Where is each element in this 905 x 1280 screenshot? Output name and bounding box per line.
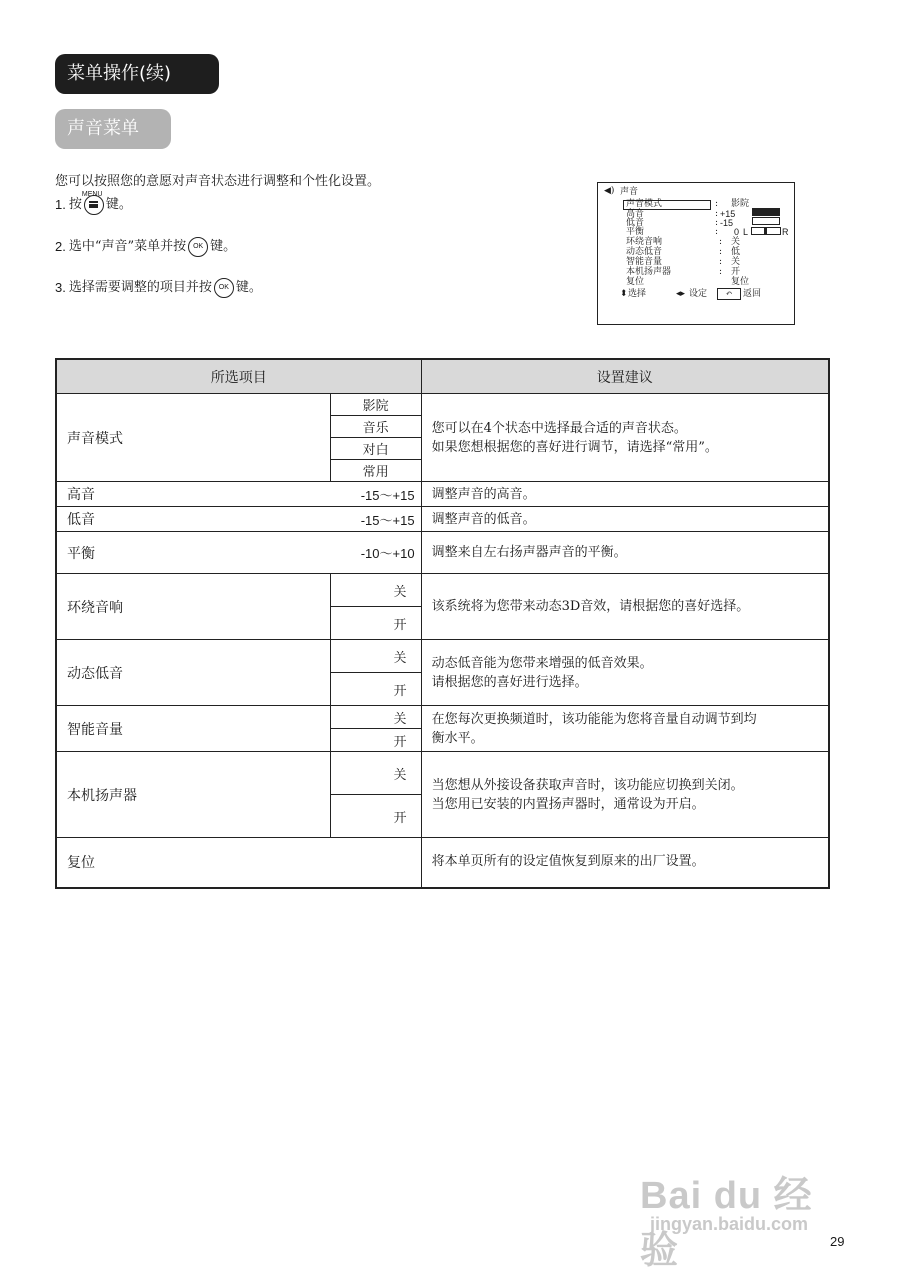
page-title: 菜单操作(续) [55, 54, 219, 94]
item-bass: 低音 [56, 507, 330, 532]
suggestion-smart-volume [421, 706, 829, 752]
option-standard: 常用 [330, 460, 421, 482]
range-treble: -15～+15 [330, 482, 421, 507]
range-bass: -15～+15 [330, 507, 421, 532]
suggestion-treble: 调整声音的高音。 [421, 482, 829, 507]
osd-label: 智能音量 [626, 257, 663, 267]
osd-sep: : [719, 257, 723, 267]
osd-label: 声音模式 [626, 199, 663, 209]
option-music: 音乐 [330, 416, 421, 438]
header-item: 所选项目 [56, 359, 421, 394]
option-on: 开 [330, 673, 421, 706]
page-number: 29 [830, 1234, 845, 1249]
left-right-arrow-icon: ◂▸ [676, 289, 686, 299]
osd-sep: : [715, 199, 719, 209]
osd-value: 0 [734, 227, 740, 237]
osd-footer-back: 返回 [743, 289, 762, 299]
suggestion-surround: 该系统将为您带来动态3D音效，请根据您的喜好选择。 [421, 574, 829, 640]
item-surround: 环绕音响 [56, 574, 330, 640]
option-dialogue: 对白 [330, 438, 421, 460]
osd-footer-set: 设定 [689, 289, 708, 299]
osd-label: 高音 [626, 209, 645, 219]
option-on: 开 [330, 607, 421, 640]
speaker-icon: ◀) [604, 186, 615, 196]
item-reset: 复位 [56, 838, 421, 888]
step-text: 键。 [235, 280, 262, 295]
step-text: 选择需要调整的项目并按 [68, 280, 212, 295]
suggestion-line: 衡水平。 [431, 730, 484, 746]
osd-label: 本机扬声器 [626, 267, 672, 277]
osd-label: 环绕音响 [626, 237, 663, 247]
osd-value: -15 [720, 218, 734, 228]
step-text: 键。 [210, 239, 237, 254]
item-tv-speaker: 本机扬声器 [56, 752, 330, 838]
osd-bass-bar [752, 217, 780, 225]
suggestion-bass: 调整声音的低音。 [421, 507, 829, 532]
step-number: 2. [55, 239, 66, 254]
step-text: 键。 [105, 197, 132, 212]
osd-balance-bar [751, 227, 781, 235]
option-cinema: 影院 [330, 394, 421, 416]
suggestion-dynamic-bass [421, 640, 829, 706]
return-icon: ↶ [717, 288, 741, 300]
header-suggestion: 设置建议 [421, 359, 829, 394]
step-1 [55, 191, 132, 216]
option-on: 开 [330, 795, 421, 838]
watermark-brand: Bai du 经验 [640, 1175, 813, 1272]
osd-value: 关 [731, 237, 741, 247]
menu-button-icon [81, 191, 104, 215]
step-3 [55, 277, 262, 299]
ok-button-icon: OK [214, 278, 234, 298]
suggestion-line: 动态低音能为您带来增强的低音效果。 [431, 655, 653, 671]
suggestion-line: 在您每次更换频道时，该功能能为您将音量自动调节到均 [431, 711, 757, 727]
option-off: 关 [330, 706, 421, 729]
osd-footer-select: 选择 [628, 289, 647, 299]
osd-label: 复位 [626, 277, 645, 287]
suggestion-line: 当您用已安装的内置扬声器时，通常设为开启。 [431, 796, 705, 812]
osd-value: 低 [731, 247, 741, 257]
osd-treble-bar [752, 208, 780, 216]
intro-text: 您可以按照您的意愿对声音状态进行调整和个性化设置。 [55, 174, 381, 189]
osd-sep: : [719, 267, 723, 277]
suggestion-sound-mode [421, 394, 829, 482]
option-off: 关 [330, 752, 421, 795]
osd-balance-right: R [782, 227, 789, 237]
option-off: 关 [330, 640, 421, 673]
option-off: 关 [330, 574, 421, 607]
item-balance: 平衡 [56, 532, 330, 574]
menu-caption: MENU [81, 191, 103, 198]
up-down-arrow-icon: ⬍ [620, 289, 628, 299]
suggestion-line: 如果您想根据您的喜好进行调节，请选择“常用”。 [431, 439, 718, 455]
watermark-url: jingyan.baidu.com [650, 1214, 809, 1234]
osd-label: 动态低音 [626, 247, 663, 257]
item-sound-mode: 声音模式 [56, 394, 330, 482]
osd-label: 平衡 [626, 227, 645, 237]
step-number: 1. [55, 197, 66, 212]
suggestion-balance: 调整来自左右扬声器声音的平衡。 [421, 532, 829, 574]
suggestion-line: 当您想从外接设备获取声音时，该功能应切换到关闭。 [431, 777, 744, 793]
osd-value: 影院 [731, 199, 750, 209]
item-treble: 高音 [56, 482, 330, 507]
osd-label: 低音 [626, 218, 645, 228]
item-dynamic-bass: 动态低音 [56, 640, 330, 706]
range-balance: -10～+10 [330, 532, 421, 574]
option-on: 开 [330, 729, 421, 752]
osd-value: 复位 [731, 277, 750, 287]
step-number: 3. [55, 280, 66, 295]
osd-sep: : [715, 209, 719, 219]
osd-value: +15 [720, 209, 736, 219]
osd-sep: : [715, 218, 719, 228]
step-2 [55, 236, 236, 258]
suggestion-line: 您可以在4个状态中选择最合适的声音状态。 [431, 420, 687, 436]
suggestion-reset: 将本单页所有的设定值恢复到原来的出厂设置。 [421, 838, 829, 888]
osd-sep: : [719, 247, 723, 257]
suggestion-line: 请根据您的喜好进行选择。 [431, 674, 588, 690]
settings-table [55, 358, 830, 889]
osd-balance-left: L [743, 227, 749, 237]
osd-sound-menu [597, 182, 795, 325]
ok-button-icon: OK [188, 237, 208, 257]
osd-value: 开 [731, 267, 741, 277]
suggestion-tv-speaker [421, 752, 829, 838]
osd-value: 关 [731, 257, 741, 267]
osd-sep: : [719, 237, 723, 247]
osd-title: 声音 [620, 187, 639, 197]
item-smart-volume: 智能音量 [56, 706, 330, 752]
step-text: 按 [68, 197, 82, 212]
step-text: 选中“声音”菜单并按 [68, 239, 187, 254]
section-title: 声音菜单 [55, 109, 171, 149]
osd-sep: : [715, 227, 719, 237]
